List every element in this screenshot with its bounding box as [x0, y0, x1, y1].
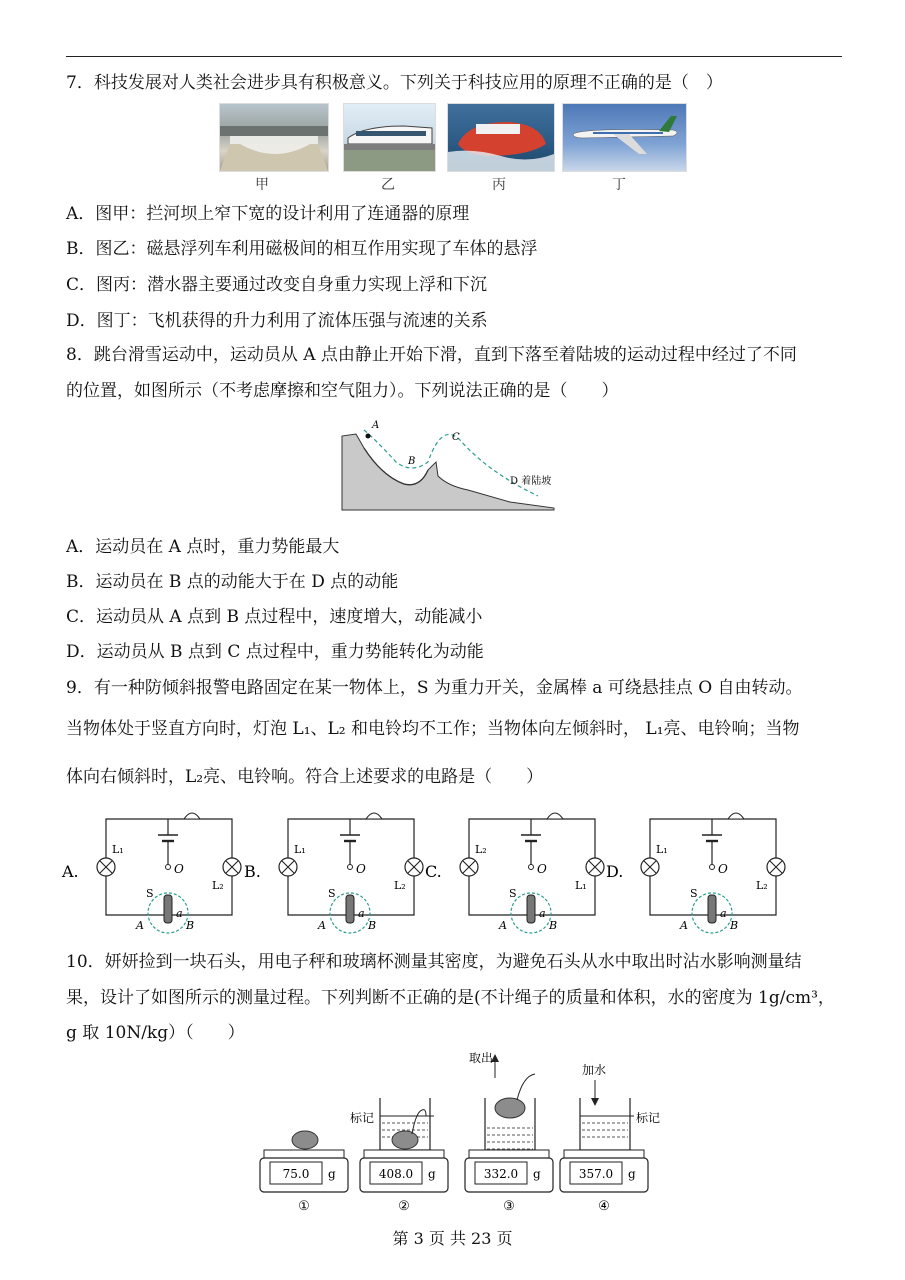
right-lamp-label: L₂	[394, 879, 406, 892]
q9-line1: 9．有一种防倾斜报警电路固定在某一物体上，S 为重力开关，金属棒 a 可绕悬挂点 O 自由转动。	[66, 678, 803, 698]
contact-b-label: B	[368, 919, 377, 932]
maglev-illustration	[344, 104, 435, 171]
airplane-illustration	[563, 104, 686, 171]
contact-b-label: B	[730, 919, 739, 932]
circuit-option	[61, 813, 241, 933]
left-lamp-label: L₁	[294, 843, 306, 856]
circuit-options	[60, 805, 850, 940]
q7-option-a: A．图甲：拦河坝上窄下宽的设计利用了连通器的原理	[66, 204, 470, 224]
circuit-letter: B.	[244, 862, 261, 881]
circuit-option	[606, 813, 785, 933]
q7-option-d: D．图丁：飞机获得的升力利用了流体压强与流速的关系	[66, 311, 488, 331]
ski-jump-figure	[338, 418, 568, 514]
q8-stem-line2: 的位置，如图所示（不考虑摩擦和空气阻力）。下列说法正确的是（ ）	[66, 381, 619, 401]
pivot-point	[348, 865, 353, 870]
arrow-head	[591, 1098, 599, 1106]
add-water-label: 加水	[582, 1063, 607, 1077]
switch-label: S	[146, 887, 154, 900]
q10-line3: g 取 10N/kg）（ ）	[66, 1023, 245, 1043]
scale-plate	[264, 1150, 344, 1158]
airplane-photo	[562, 103, 687, 172]
scale-plate	[469, 1150, 549, 1158]
step-number: ④	[598, 1199, 610, 1214]
circuit-letter: C.	[425, 862, 442, 881]
q10-line2: 果，设计了如图所示的测量过程。下列判断不正确的是(不计绳子的质量和体积，水的密度为 1g/cm³，	[66, 988, 835, 1008]
q7-stem: 7．科技发展对人类社会进步具有积极意义。下列关于科技应用的原理不正确的是（ ）	[66, 73, 723, 93]
stone	[495, 1098, 525, 1118]
switch-label: S	[690, 887, 698, 900]
caption-yi: 乙	[381, 177, 395, 193]
page-footer: 第 3 页 共 23 页	[392, 1229, 513, 1248]
step-number: ③	[503, 1199, 515, 1214]
q8-option-d: D．运动员从 B 点到 C 点过程中，重力势能转化为动能	[66, 642, 484, 662]
header-rule	[66, 56, 842, 57]
q7-option-b: B．图乙：磁悬浮列车利用磁极间的相互作用实现了车体的悬浮	[66, 239, 538, 259]
point-a-label: A	[372, 420, 380, 431]
scale-unit-label: g	[328, 1167, 336, 1181]
metal-rod	[346, 895, 354, 923]
rod-label: a	[358, 907, 365, 920]
circuit-option	[244, 813, 423, 933]
scale-plate	[364, 1150, 444, 1158]
pivot-label: O	[356, 862, 366, 876]
submersible-photo	[447, 103, 555, 172]
contact-a-label: A	[680, 919, 688, 932]
contact-a-label: A	[136, 919, 144, 932]
right-lamp-label: L₂	[756, 879, 768, 892]
switch-label: S	[509, 887, 517, 900]
point-b-label: B	[408, 456, 416, 467]
pivot-point	[529, 865, 534, 870]
q7-option-c: C．图丙：潜水器主要通过改变自身重力实现上浮和下沉	[66, 275, 488, 295]
caption-ding: 丁	[612, 177, 626, 193]
right-lamp-label: L₂	[212, 879, 224, 892]
maglev-photo	[343, 103, 436, 172]
pivot-point	[710, 865, 715, 870]
scale-reading: 332.0	[483, 1167, 519, 1181]
q10-line1: 10．妍妍捡到一块石头，用电子秤和玻璃杯测量其密度，为避免石头从水中取出时沾水影响测量结	[66, 952, 802, 972]
scale-reading: 357.0	[578, 1167, 614, 1181]
pivot-label: O	[537, 862, 547, 876]
string	[517, 1074, 535, 1100]
q8-option-b: B．运动员在 B 点的动能大于在 D 点的动能	[66, 572, 399, 592]
metal-rod	[164, 895, 172, 923]
stone	[392, 1131, 418, 1149]
mark-label: 标记	[350, 1111, 375, 1125]
scale-unit	[465, 1050, 553, 1214]
scale-sequence	[250, 1050, 670, 1220]
rod-label: a	[539, 907, 546, 920]
point-c-label: C	[452, 432, 460, 443]
q9-line3: 体向右倾斜时，L₂亮、电铃响。符合上述要求的电路是（ ）	[66, 767, 544, 787]
contact-b-label: B	[186, 919, 195, 932]
left-lamp-label: L₁	[112, 843, 124, 856]
take-out-label: 取出	[469, 1051, 494, 1065]
left-lamp-label: L₁	[656, 843, 668, 856]
scale-unit	[560, 1062, 660, 1214]
rod-label: a	[720, 907, 727, 920]
bell-icon	[547, 813, 563, 819]
stone	[292, 1131, 318, 1149]
beaker	[580, 1098, 630, 1150]
q8-option-a: A．运动员在 A 点时，重力势能最大	[66, 537, 340, 557]
caption-jia: 甲	[255, 177, 269, 193]
pivot-label: O	[718, 862, 728, 876]
metal-rod	[527, 895, 535, 923]
right-lamp-label: L₁	[575, 879, 587, 892]
q8-option-c: C．运动员从 A 点到 B 点过程中，速度增大，动能减小	[66, 607, 483, 627]
rod-label: a	[176, 907, 183, 920]
point-d-label: D 着陆坡	[510, 476, 552, 487]
scale-reading: 75.0	[282, 1167, 310, 1181]
step-number: ②	[398, 1199, 410, 1214]
step-number: ①	[298, 1199, 310, 1214]
bell-icon	[184, 813, 200, 819]
circuit-letter: A.	[62, 862, 79, 881]
contact-b-label: B	[549, 919, 558, 932]
dam-photo	[219, 103, 329, 172]
scale-unit	[350, 1098, 448, 1214]
mark-label: 标记	[636, 1111, 661, 1125]
circuit-option	[425, 813, 604, 933]
q9-line2: 当物体处于竖直方向时，灯泡 L₁、L₂ 和电铃均不工作；当物体向左倾斜时， L₁亮、电铃响；当物	[66, 719, 800, 739]
q8-stem-line1: 8．跳台滑雪运动中，运动员从 A 点由静止开始下滑，直到下落至着陆坡的运动过程中经过了不同	[66, 345, 797, 365]
scale-unit-label: g	[428, 1167, 436, 1181]
scale-unit	[260, 1131, 348, 1214]
contact-a-label: A	[318, 919, 326, 932]
left-lamp-label: L₂	[475, 843, 487, 856]
pivot-label: O	[174, 862, 184, 876]
scale-unit-label: g	[533, 1167, 541, 1181]
scale-plate	[564, 1150, 644, 1158]
circuit-letter: D.	[606, 862, 624, 881]
metal-rod	[708, 895, 716, 923]
submersible-illustration	[448, 104, 554, 171]
bell-icon	[366, 813, 382, 819]
pivot-point	[166, 865, 171, 870]
bell-icon	[728, 813, 744, 819]
scale-reading: 408.0	[378, 1167, 414, 1181]
scale-unit-label: g	[628, 1167, 636, 1181]
dam-illustration	[220, 104, 328, 171]
switch-label: S	[328, 887, 336, 900]
contact-a-label: A	[499, 919, 507, 932]
caption-bing: 丙	[492, 177, 506, 193]
